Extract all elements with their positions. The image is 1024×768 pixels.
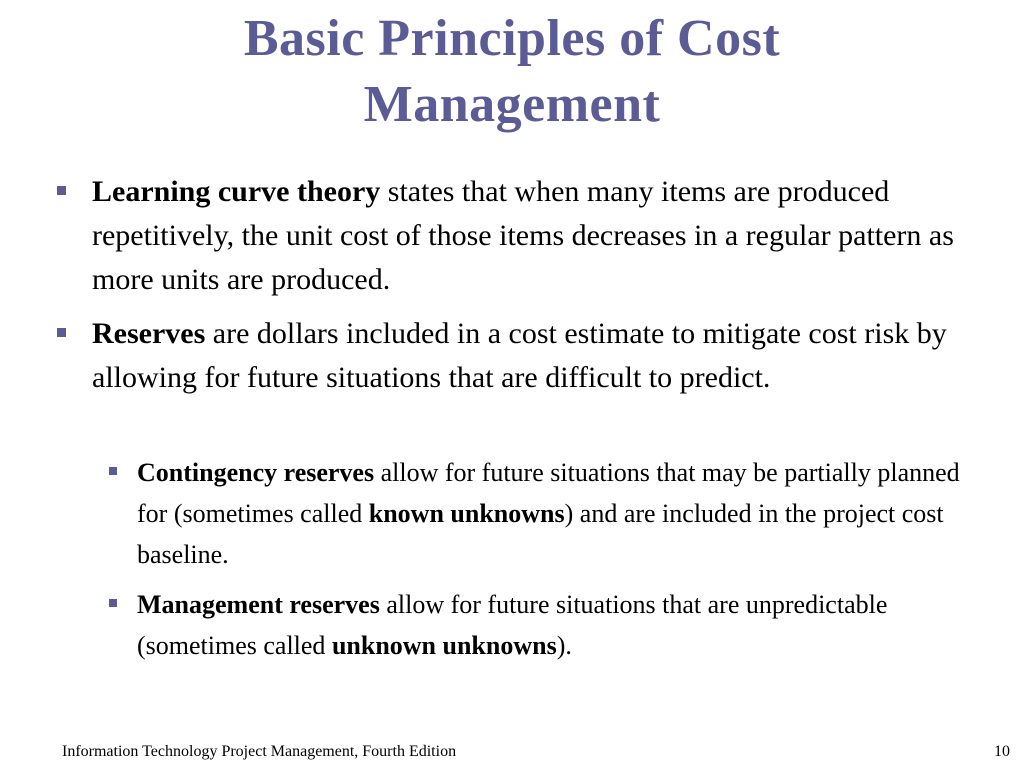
- sub-bullet-text: allow for future situations that may be partially planned for (sometimes called: [137, 458, 960, 528]
- bullet-reserves: [92, 312, 982, 400]
- sub-bullet-contingency-reserves: [137, 452, 987, 575]
- slide-title: [40, 6, 984, 138]
- sub-bullet-term: Contingency reserves: [137, 458, 375, 487]
- square-bullet-icon: [57, 186, 66, 195]
- sub-bullet-text: allow for future situations that are unpredictable (sometimes called: [137, 590, 888, 660]
- slide-title-line-1: Basic Principles of Cost: [243, 10, 781, 67]
- square-bullet-icon: [57, 328, 66, 337]
- bullet-learning-curve: [92, 170, 982, 302]
- sub-bullet-emphasis: known unknowns: [368, 499, 565, 528]
- bullet-text: are dollars included in a cost estimate to mitigate cost risk by allowing for future situations that are difficult to predict.: [92, 317, 947, 394]
- sub-bullet-management-reserves: [137, 584, 987, 666]
- sub-bullet-text-end: ) and are included in the project cost baseline.: [137, 499, 944, 569]
- bullet-term: Reserves: [92, 317, 206, 350]
- bullet-text: states that when many items are produced repetitively, the unit cost of those items decreases in a regular pattern as more units are produced.: [92, 175, 954, 296]
- square-bullet-icon: [109, 599, 117, 607]
- page-number: 10: [994, 743, 1010, 760]
- sub-bullet-term: Management reserves: [137, 590, 380, 619]
- footer-source: Information Technology Project Management, Fourth Edition: [62, 743, 457, 760]
- slide-title-line-2: Management: [363, 76, 661, 133]
- square-bullet-icon: [109, 467, 117, 475]
- sub-bullet-emphasis: unknown unknowns: [331, 631, 557, 660]
- bullet-term: Learning curve theory: [92, 175, 381, 208]
- sub-bullet-text-end: ).: [556, 631, 572, 660]
